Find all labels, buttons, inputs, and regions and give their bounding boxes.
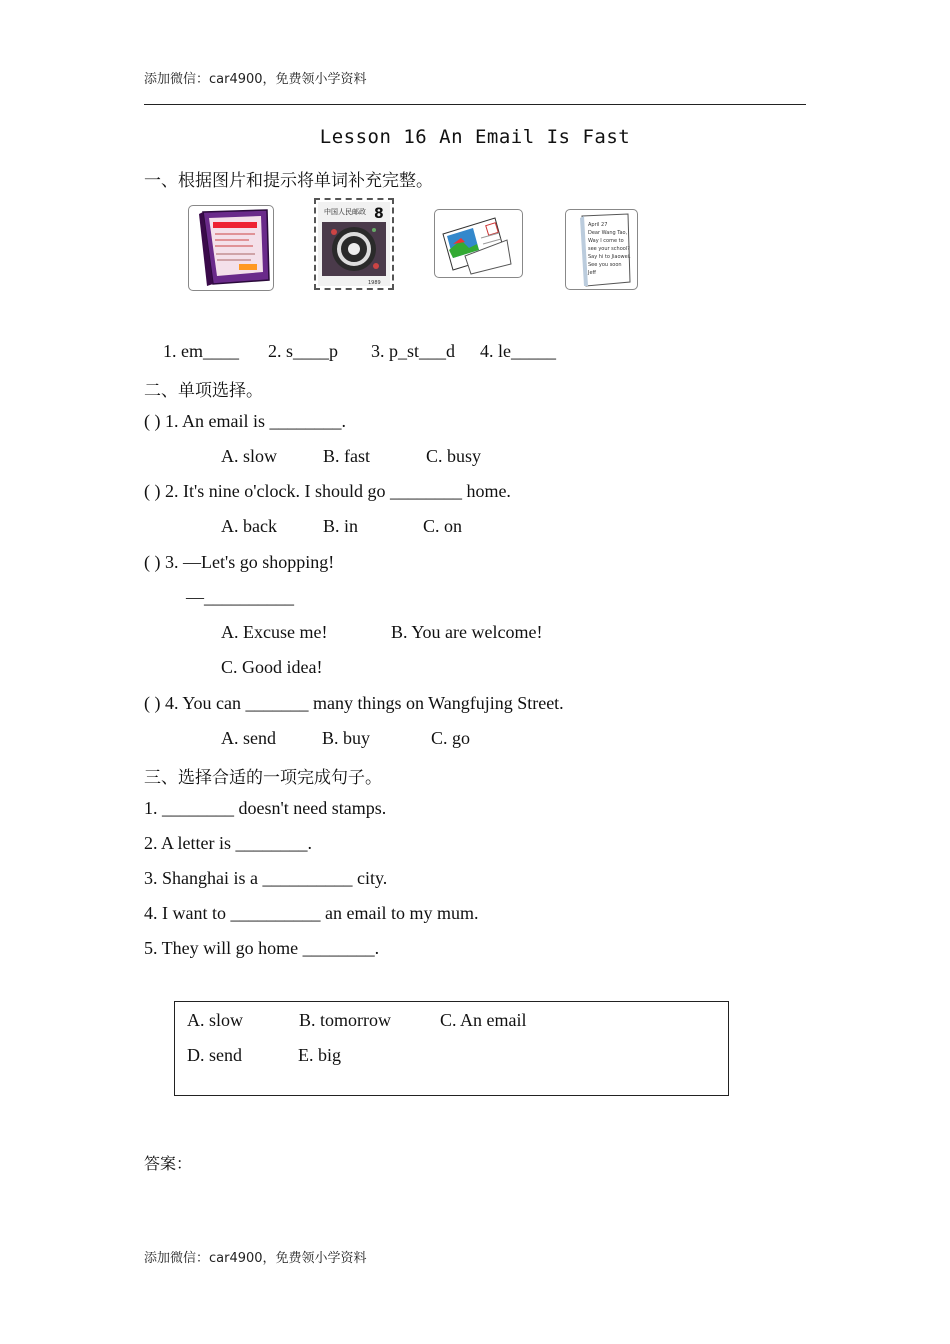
sentence: 1. ________ doesn't need stamps. [144,798,387,818]
section3-heading: 三、选择合适的一项完成句子。 [144,768,382,788]
word-blank: 4. le_____ [480,341,556,361]
answer-line: —__________ [186,587,294,607]
stamp-top-text: 中国人民邮政 [324,208,366,216]
letter-line: Jeff [588,270,596,276]
word-bank-option: E. big [298,1045,341,1065]
answer-label: 答案： [144,1154,193,1173]
option: C. on [423,516,463,536]
option: B. buy [322,728,371,748]
stamp-bottom-text: 1989 [368,280,381,286]
option: B. in [323,516,359,536]
header-rule [144,104,806,105]
postcard-icon [434,209,523,278]
letter-icon [565,209,638,290]
option: A. send [221,728,276,748]
page-title: Lesson 16 An Email Is Fast [319,126,631,148]
option: C. Good idea! [221,657,323,677]
page-footer: 添加微信：car4900，免费领小学资料 [144,1251,367,1266]
word-bank-option: D. send [187,1045,242,1065]
section2-heading: 二、单项选择。 [144,381,263,401]
sentence: 4. I want to __________ an email to my mum. [144,903,479,923]
letter-line: Dear Wang Tao, [588,230,628,236]
question-line: ( ) 2. It's nine o'clock. I should go ________ home. [144,481,511,501]
question-line: ( ) 1. An email is ________. [144,411,346,431]
section1-heading: 一、根据图片和提示将单词补充完整。 [144,171,433,191]
word-blank: 2. s____p [268,341,339,361]
word-bank-option: B. tomorrow [299,1010,391,1030]
letter-line: Say hi to Jiaowei. [588,254,631,260]
letter-line: See you soon [588,262,622,268]
letter-line: April 27 [588,222,608,228]
computer-email-icon [188,205,274,291]
word-blank: 1. em____ [163,341,239,361]
option: C. go [431,728,471,748]
word-bank-option: C. An email [440,1010,527,1030]
sentence: 5. They will go home ________. [144,938,380,958]
stamp-value-text: 8 [374,206,384,222]
word-bank-box [174,1001,729,1096]
option: A. slow [221,446,278,466]
word-blank: 3. p_st___d [371,341,456,361]
word-bank-option: A. slow [187,1010,244,1030]
option: A. Excuse me! [221,622,328,642]
option: B. You are welcome! [391,622,543,642]
question-line: ( ) 3. —Let's go shopping! [144,552,335,572]
letter-line: see your school? [588,246,630,252]
letter-line: Way I come to [588,238,624,244]
stamp-icon [314,198,394,290]
option: C. busy [426,446,482,466]
sentence: 3. Shanghai is a __________ city. [144,868,388,888]
option: B. fast [323,446,370,466]
question-line: ( ) 4. You can _______ many things on Wangfujing Street. [144,693,564,713]
page-header: 添加微信：car4900，免费领小学资料 [144,72,367,87]
option: A. back [221,516,277,536]
sentence: 2. A letter is ________. [144,833,312,853]
